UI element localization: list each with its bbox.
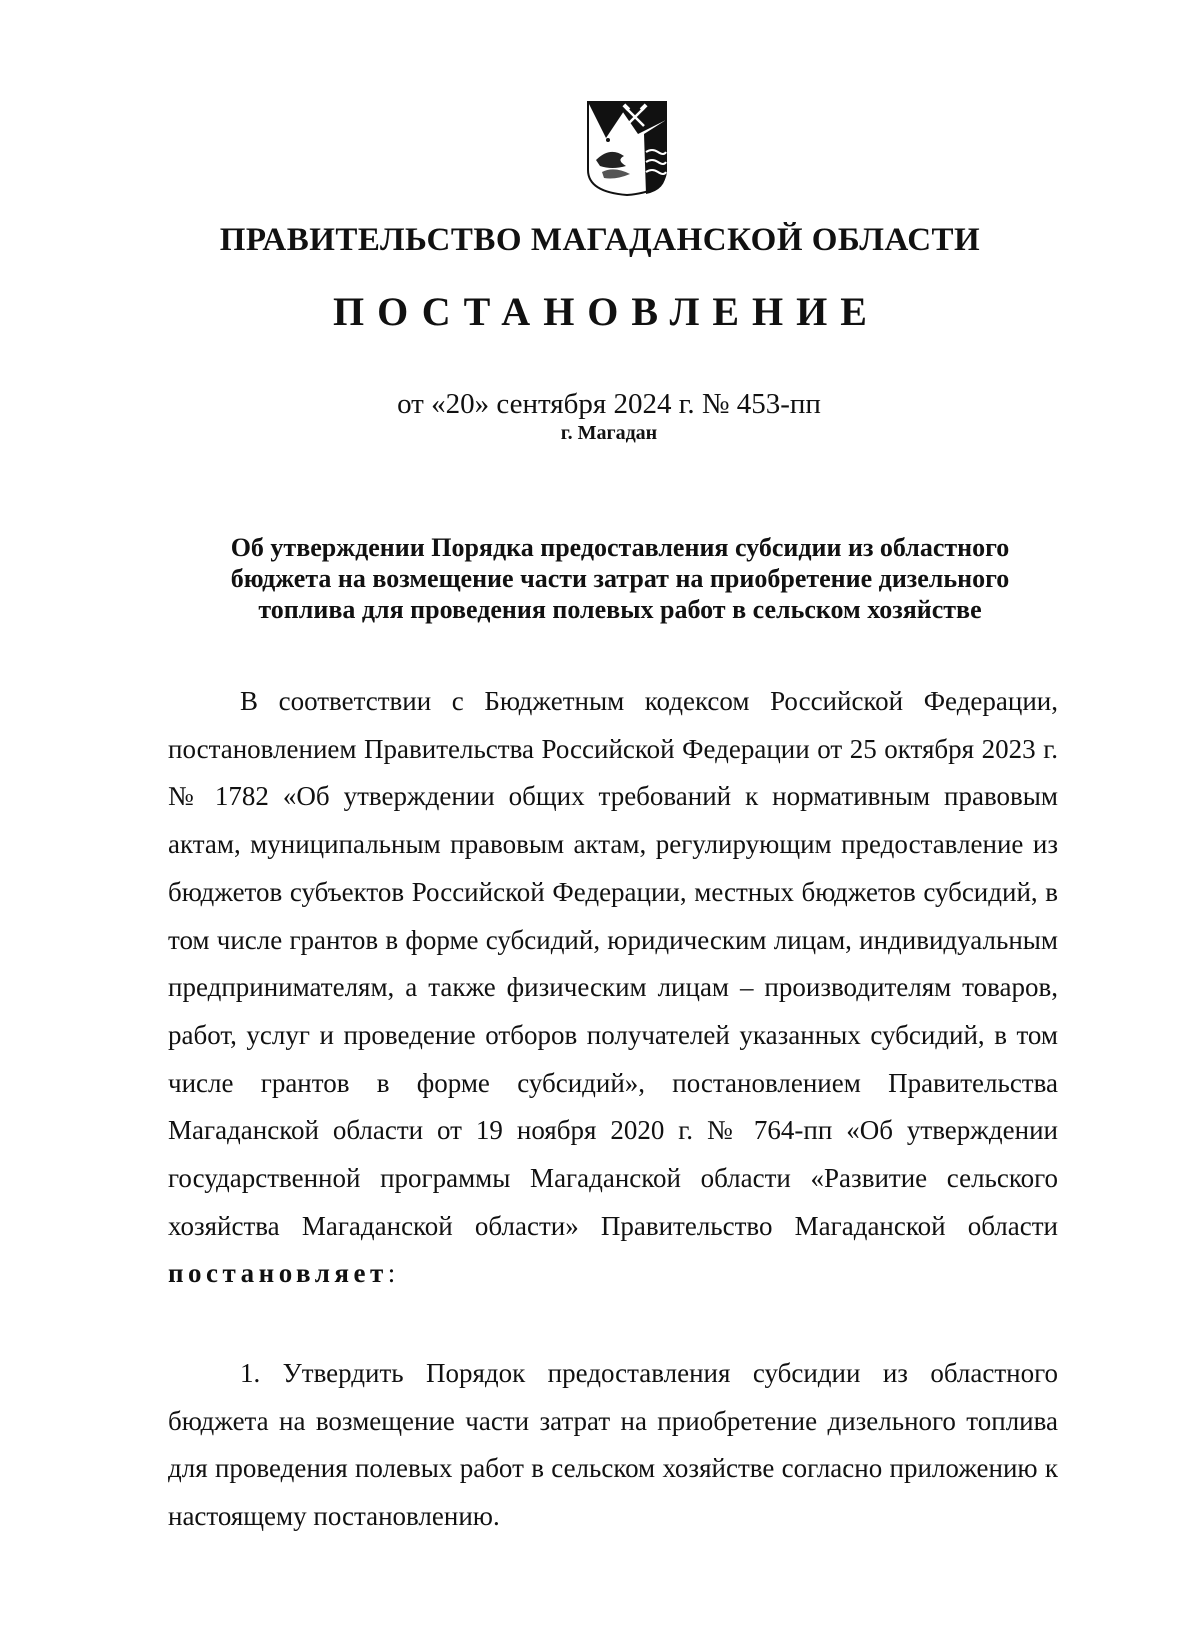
document-subject	[180, 532, 1060, 625]
subject-line-1: Об утверждении Порядка предоставления субсидии из областного	[230, 533, 1010, 562]
resolves-word: постановляет	[168, 1258, 388, 1289]
coat-of-arms-icon	[586, 100, 668, 196]
resolves-colon: :	[387, 1258, 396, 1289]
issuing-authority: ПРАВИТЕЛЬСТВО МАГАДАНСКОЙ ОБЛАСТИ	[219, 222, 981, 258]
preamble-paragraph	[168, 678, 1058, 1298]
subject-line-2: бюджета на возмещение части затрат на приобретение дизельного	[230, 564, 1010, 593]
resolution-item-1: 1. Утвердить Порядок предоставления субсидии из областного бюджета на возмещение части затрат на приобретение дизельного топлива для проведения полевых работ в сельском хозяйстве согласно приложению к настоящему постановлению.	[168, 1358, 1058, 1532]
subject-line-3: топлива для проведения полевых работ в сельском хозяйстве	[258, 595, 982, 624]
document-type: ПОСТАНОВЛЕНИЕ	[333, 289, 880, 334]
preamble-text: В соответствии с Бюджетным кодексом Российской Федерации, постановлением Правительства Российской Федерации от 25 октября 2023 г. № 1782 «Об утверждении общих требований к нормативным правовым актам, муниципальным правовым актам, регулирующим предоставление из бюджетов субъектов Российской Федерации, местных бюджетов субсидий, в том числе грантов в форме субсидий, юридическим лицам, индивидуальным предпринимателям, а также физическим лицам – производителям товаров, работ, услуг и проведение отборов получателей указанных субсидий, в том числе грантов в форме субсидий», постановлением Правительства Магаданской области от 19 ноября 2020 г. № 764-пп «Об утверждении государственной программы Магаданской области «Развитие сельского хозяйства Магаданской области» Правительство Магаданской области	[168, 686, 1058, 1241]
document-city: г. Магадан	[560, 422, 658, 444]
document-date-number: от «20» сентября 2024 г. № 453-пп	[397, 388, 821, 420]
